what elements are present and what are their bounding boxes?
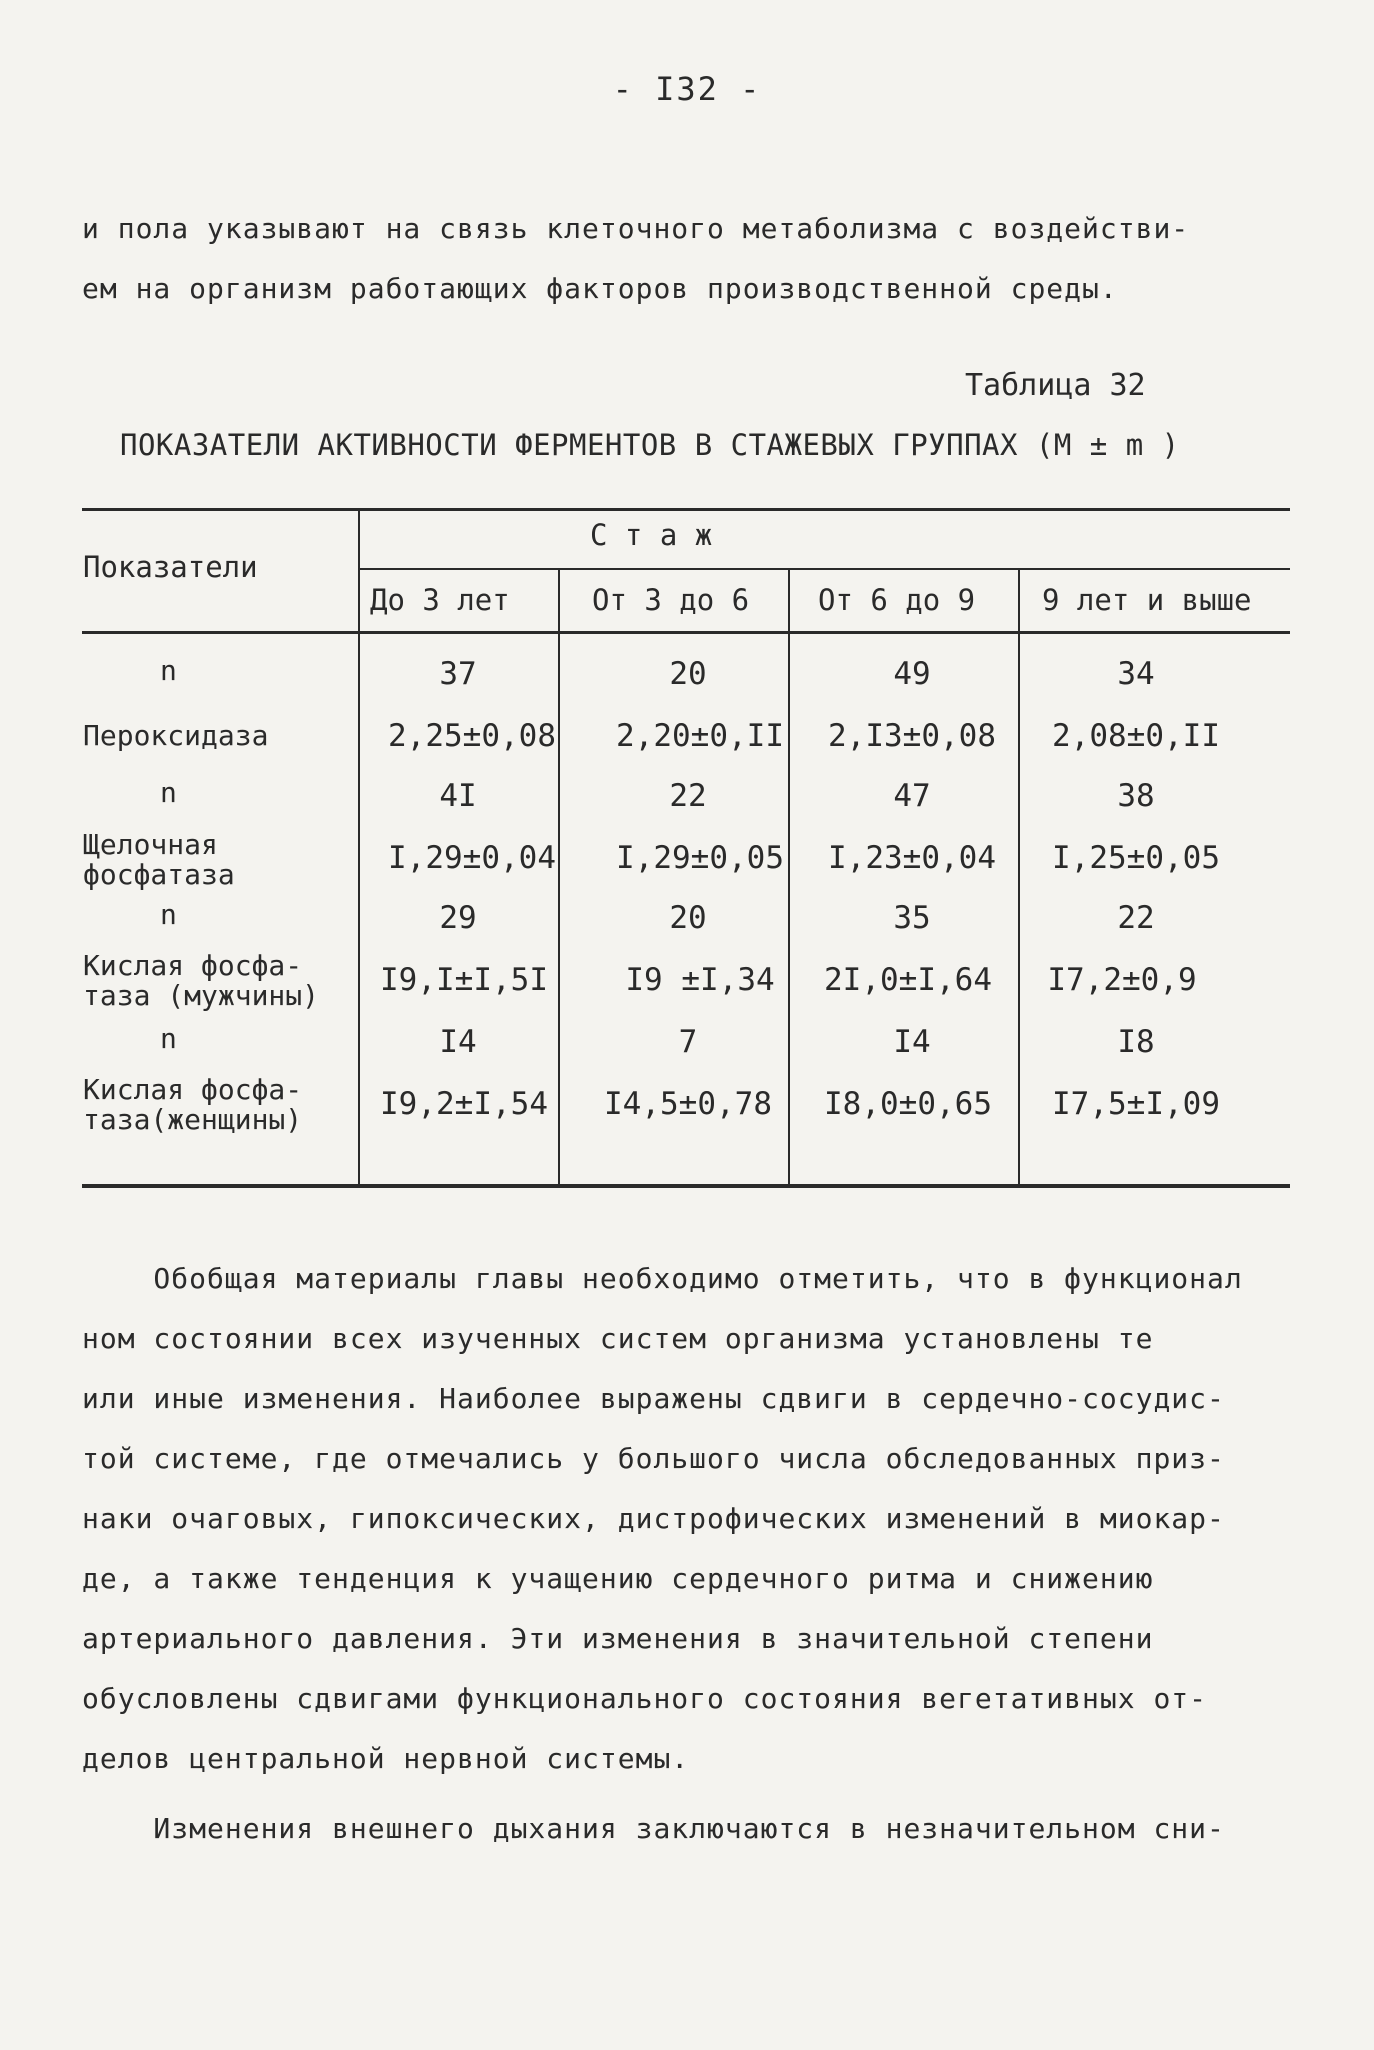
- col0-header: Показатели: [83, 550, 258, 584]
- header-bottom-rule: [82, 631, 1290, 634]
- header-mid-rule: [358, 568, 1290, 570]
- row-label-n: n: [160, 1022, 177, 1055]
- col-divider: [558, 568, 560, 1186]
- table-cell: 20: [669, 900, 707, 936]
- body-line: Обобщая материалы главы необходимо отметить, что в функционал: [82, 1262, 1243, 1295]
- table-cell: 2,08±0,II: [1052, 718, 1220, 754]
- table-cell: I,25±0,05: [1052, 840, 1220, 876]
- table-cell: 34: [1117, 656, 1155, 692]
- table-cell: 4I: [439, 778, 477, 814]
- table-cell: I4,5±0,78: [604, 1086, 772, 1122]
- table-label: Таблица 32: [965, 368, 1146, 403]
- group-header: С т а ж: [590, 518, 713, 552]
- body-line: делов центральной нервной системы.: [82, 1742, 690, 1775]
- body-line: де, а также тенденция к учащению сердечного ритма и снижению: [82, 1562, 1154, 1595]
- table-cell: 29: [439, 900, 477, 936]
- col-divider: [1018, 568, 1020, 1186]
- row-label-n: n: [160, 776, 177, 809]
- body-line: той системе, где отмечались у большого числа обследованных приз-: [82, 1442, 1225, 1475]
- table-cell: I,29±0,05: [616, 840, 784, 876]
- intro-line: и пола указывают на связь клеточного метаболизма с воздействи-: [82, 212, 1190, 245]
- column-header: До 3 лет: [370, 583, 510, 617]
- row-label-n: n: [160, 898, 177, 931]
- table-cell: I,29±0,04: [388, 840, 556, 876]
- body-line: ном состоянии всех изученных систем организма установлены те: [82, 1322, 1154, 1355]
- table-cell: I9,I±I,5I: [380, 962, 548, 998]
- col-divider: [358, 508, 360, 1186]
- column-header: 9 лет и выше: [1042, 583, 1252, 617]
- table-cell: I8,0±0,65: [824, 1086, 992, 1122]
- body-line: обусловлены сдвигами функционального состояния вегетативных от-: [82, 1682, 1208, 1715]
- body-line: Изменения внешнего дыхания заключаются в незначительном сни-: [82, 1812, 1225, 1845]
- table-cell: 20: [669, 656, 707, 692]
- table-cell: 37: [439, 656, 477, 692]
- row-label: Кислая фосфа- таза (мужчины): [83, 949, 320, 1012]
- row-label: Кислая фосфа- таза(женщины): [83, 1073, 303, 1136]
- table-cell: 35: [893, 900, 931, 936]
- table-cell: 22: [1117, 900, 1155, 936]
- table-cell: I7,5±I,09: [1052, 1086, 1220, 1122]
- table-cell: 49: [893, 656, 931, 692]
- table-cell: 7: [678, 1024, 698, 1060]
- table-cell: 2,20±0,II: [616, 718, 784, 754]
- body-line: артериального давления. Эти изменения в значительной степени: [82, 1622, 1154, 1655]
- col-divider: [788, 568, 790, 1186]
- row-label: Щелочная фосфатаза: [83, 828, 235, 891]
- page-number: - I32 -: [612, 70, 762, 108]
- body-line: наки очаговых, гипоксических, дистрофических изменений в миокар-: [82, 1502, 1225, 1535]
- row-label: Пероксидаза: [83, 719, 269, 752]
- column-header: От 3 до 6: [592, 583, 750, 617]
- table-cell: I9,2±I,54: [380, 1086, 548, 1122]
- column-header: От 6 до 9: [818, 583, 976, 617]
- table-cell: I,23±0,04: [828, 840, 996, 876]
- table-cell: I4: [439, 1024, 477, 1060]
- table-cell: 2I,0±I,64: [824, 962, 992, 998]
- table-cell: 22: [669, 778, 707, 814]
- table-top-rule: [82, 508, 1290, 511]
- table-cell: I9 ±I,34: [625, 962, 775, 998]
- table-cell: I4: [893, 1024, 931, 1060]
- intro-line: ем на организм работающих факторов производственной среды.: [82, 272, 1118, 305]
- table-title: ПОКАЗАТЕЛИ АКТИВНОСТИ ФЕРМЕНТОВ В СТАЖЕВЫХ ГРУППАХ (М ± m ): [120, 428, 1180, 462]
- body-line: или иные изменения. Наиболее выражены сдвиги в сердечно-сосудис-: [82, 1382, 1225, 1415]
- table-cell: 38: [1117, 778, 1155, 814]
- table-cell: 2,25±0,08: [388, 718, 556, 754]
- table-bottom-rule: [82, 1184, 1290, 1188]
- table-cell: I8: [1117, 1024, 1155, 1060]
- table-cell: 47: [893, 778, 931, 814]
- table-cell: I7,2±0,9: [1047, 962, 1197, 998]
- row-label-n: n: [160, 654, 177, 687]
- table-cell: 2,I3±0,08: [828, 718, 996, 754]
